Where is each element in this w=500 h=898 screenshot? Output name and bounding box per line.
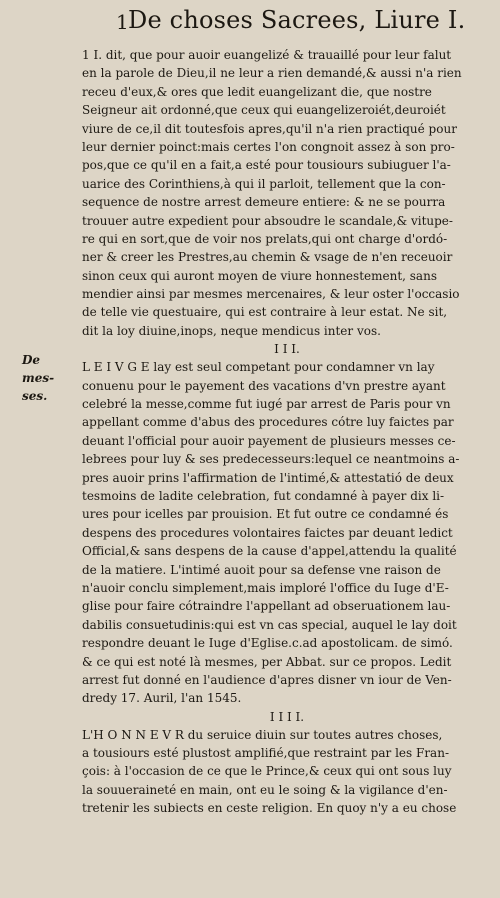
- text-line: sinon ceux qui auront moyen de viure honnestement, sans: [82, 268, 437, 283]
- text-line: sequence de nostre arrest demeure entiere: & ne se pourra: [82, 195, 446, 210]
- text-line: re qui en sort,que de voir nos prelats,qui ont charge d'ordó-: [82, 231, 448, 246]
- section-heading-iii: I I I.: [274, 342, 300, 357]
- text-line: en la parole de Dieu,il ne leur a rien demandé,& aussi n'a rien: [82, 66, 462, 81]
- text-line: tesmoins de ladite celebration, fut condamné à payer dix li-: [82, 488, 445, 503]
- text-line: dabilis consuetudinis:qui est vn cas special, auquel le lay doit: [82, 617, 457, 632]
- page-number: 1: [116, 10, 129, 34]
- text-line: uarice des Corinthiens,à qui il parloit, tellement que la con-: [82, 176, 446, 191]
- text-line: arrest fut donné en l'audience d'apres disner vn iour de Ven-: [82, 672, 452, 687]
- text-line: Seigneur ait ordonné,que ceux qui euangelizeroiét,deuroiét: [82, 103, 446, 118]
- text-line: conuenu pour le payement des vacations d'vn prestre ayant: [82, 378, 446, 393]
- text-line: L E I V G E lay est seul competant pour condamner vn lay: [82, 360, 435, 375]
- text-line: pos,que ce qu'il en a fait,a esté pour tousiours subiuguer l'a-: [82, 158, 451, 173]
- text-line: n'auoir conclu simplement,mais imploré l'office du Iuge d'E-: [82, 580, 449, 595]
- text-line: dit la loy diuine,inops, neque mendicus inter vos.: [82, 323, 381, 338]
- text-line: glise pour faire cótraindre l'appellant ad obseruationem lau-: [82, 599, 451, 614]
- text-line: tretenir les subiects en ceste religion. En quoy n'y a eu chose: [82, 801, 457, 816]
- text-line: de telle vie questuaire, qui est contraire à leur estat. Ne sit,: [82, 305, 448, 320]
- text-line: a tousiours esté plustost amplifié,que restraint par les Fran-: [82, 746, 449, 761]
- text-line: leur dernier poinct:mais certes l'on congnoit assez à son pro-: [82, 139, 455, 154]
- text-line: lebrees pour luy & ses predecesseurs:lequel ce neantmoins a-: [82, 452, 460, 467]
- text-line: & ce qui est noté là mesmes, per Abbat. sur ce propos. Ledit: [82, 654, 452, 669]
- page-header: [0, 6, 500, 40]
- text-line: de la matiere. L'intimé auoit pour sa defense vne raison de: [82, 562, 441, 577]
- text-line: pres auoir prins l'affirmation de l'intimé,& attestatió de deux: [82, 470, 454, 485]
- text-line: receu d'eux,& ores que ledit euangelizant die, que nostre: [82, 84, 432, 99]
- text-line: respondre deuant le Iuge d'Eglise.c.ad apostolicam. de simó.: [82, 636, 453, 651]
- text-line: dredy 17. Auril, l'an 1545.: [82, 691, 242, 706]
- text-line: mendier ainsi par mesmes mercenaires, & leur oster l'occasio: [82, 287, 460, 302]
- text-line: Official,& sans despens de la cause d'appel,attendu la qualité: [82, 544, 457, 559]
- text-line: L'H O N N E V R du seruice diuin sur toutes autres choses,: [82, 727, 443, 742]
- text-line: ures pour icelles par prouision. Et fut outre ce condamné és: [82, 507, 449, 522]
- section-heading-iiii: I I I I.: [269, 709, 305, 724]
- page-body: [82, 46, 492, 818]
- text-line: 1 I. dit, que pour auoir euangelizé & trauaillé pour leur falut: [82, 48, 452, 62]
- text-line: celebré la messe,comme fut iugé par arrest de Paris pour vn: [82, 397, 451, 412]
- text-line: deuant l'official pour auoir payement de plusieurs messes ce-: [82, 433, 456, 448]
- margin-note: De mes- ses.: [22, 353, 55, 403]
- running-head: De choses Sacrees, Liure I.: [128, 6, 466, 34]
- text-line: viure de ce,il dit toutesfois apres,qu'il n'a rien practiqué pour: [82, 121, 457, 136]
- text-line: despens des procedures volontaires faictes par deuant ledict: [82, 525, 453, 540]
- text-line: trouuer autre expedient pour absoudre le scandale,& vitupe-: [82, 213, 453, 228]
- text-line: la souueraineté en main, ont eu le soing & la vigilance d'en-: [82, 782, 448, 797]
- text-line: appellant comme d'abus des procedures cótre luy faictes par: [82, 415, 454, 430]
- text-line: çois: à l'occasion de ce que le Prince,& ceux qui ont sous luy: [82, 764, 452, 779]
- text-line: ner & creer les Prestres,au chemin & vsage de n'en receuoir: [82, 250, 453, 265]
